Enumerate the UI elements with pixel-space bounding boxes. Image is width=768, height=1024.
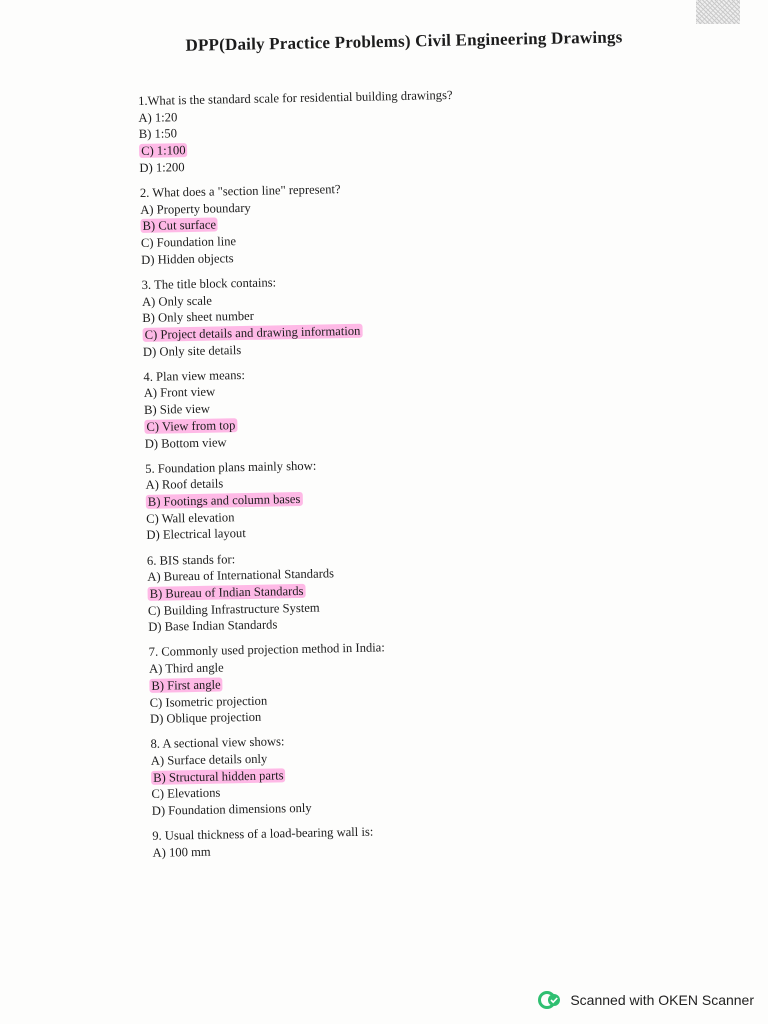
question-list (138, 85, 593, 870)
option-text: D) Hidden objects (141, 250, 234, 267)
option-text: B) Only sheet number (142, 309, 255, 326)
option-text: A) Front view (143, 384, 216, 401)
question-text: 2. What does a "section line" represent? (139, 182, 341, 200)
option-text: A) Third angle (148, 660, 224, 677)
option-text: A) 1:20 (138, 109, 178, 125)
option-text: D) Electrical layout (146, 526, 246, 543)
option-text: A) Property boundary (140, 200, 251, 217)
question-2 (140, 176, 582, 268)
highlighted-answer: B) Bureau of Indian Standards (149, 583, 304, 601)
option-text: D) 1:200 (139, 159, 185, 175)
oken-scanner-logo-icon (538, 990, 562, 1010)
option-text: B) 1:50 (138, 126, 178, 142)
highlighted-answer: B) Cut surface (142, 217, 217, 234)
question-text: 6. BIS stands for: (146, 551, 236, 568)
question-text: 7. Commonly used projection method in India: (148, 640, 385, 660)
option-text: A) Only scale (141, 293, 213, 309)
option-text: D) Oblique projection (149, 710, 262, 727)
page-title: DPP(Daily Practice Problems) Civil Engineering Drawings (185, 27, 623, 55)
option-text: A) Bureau of International Standards (147, 566, 335, 585)
scanner-text: Scanned with OKEN Scanner (570, 992, 754, 1008)
option-text: C) Foundation line (140, 234, 237, 250)
option-text: C) Elevations (151, 786, 221, 802)
question-3 (142, 268, 584, 360)
option-text: A) Roof details (145, 476, 224, 493)
option-text: D) Base Indian Standards (148, 617, 278, 635)
option-text: C) Wall elevation (146, 509, 235, 526)
option-text: C) Isometric projection (149, 693, 268, 710)
highlighted-answer: B) First angle (151, 677, 221, 693)
highlighted-answer: B) Structural hidden parts (153, 768, 284, 785)
question-text: 5. Foundation plans mainly show: (145, 458, 317, 476)
option-text: C) Building Infrastructure System (147, 600, 320, 618)
question-6 (147, 544, 589, 636)
question-4 (143, 360, 585, 452)
option-text: D) Bottom view (144, 434, 227, 451)
option-text: A) 100 mm (152, 844, 211, 860)
option-text: D) Foundation dimensions only (151, 800, 312, 819)
question-7 (149, 636, 591, 728)
question-9 (152, 820, 593, 862)
question-text: 4. Plan view means: (143, 367, 245, 384)
highlighted-answer: C) Project details and drawing information (144, 323, 361, 342)
question-text: 3. The title block contains: (141, 275, 277, 292)
question-text: 9. Usual thickness of a load-bearing wall is: (152, 824, 374, 844)
scanner-watermark (538, 990, 754, 1010)
option-text: D) Only site details (142, 342, 242, 359)
option-text: A) Surface details only (150, 751, 268, 768)
scan-artifact (696, 0, 740, 24)
question-5 (145, 452, 587, 544)
question-text: 1.What is the standard scale for residential building drawings? (138, 87, 453, 108)
highlighted-answer: C) View from top (146, 418, 236, 434)
question-1 (138, 85, 580, 177)
highlighted-answer: B) Footings and column bases (147, 491, 301, 509)
option-text: B) Side view (143, 401, 210, 418)
question-8 (150, 728, 592, 820)
question-text: 8. A sectional view shows: (150, 734, 285, 752)
highlighted-answer: C) 1:100 (140, 143, 186, 159)
